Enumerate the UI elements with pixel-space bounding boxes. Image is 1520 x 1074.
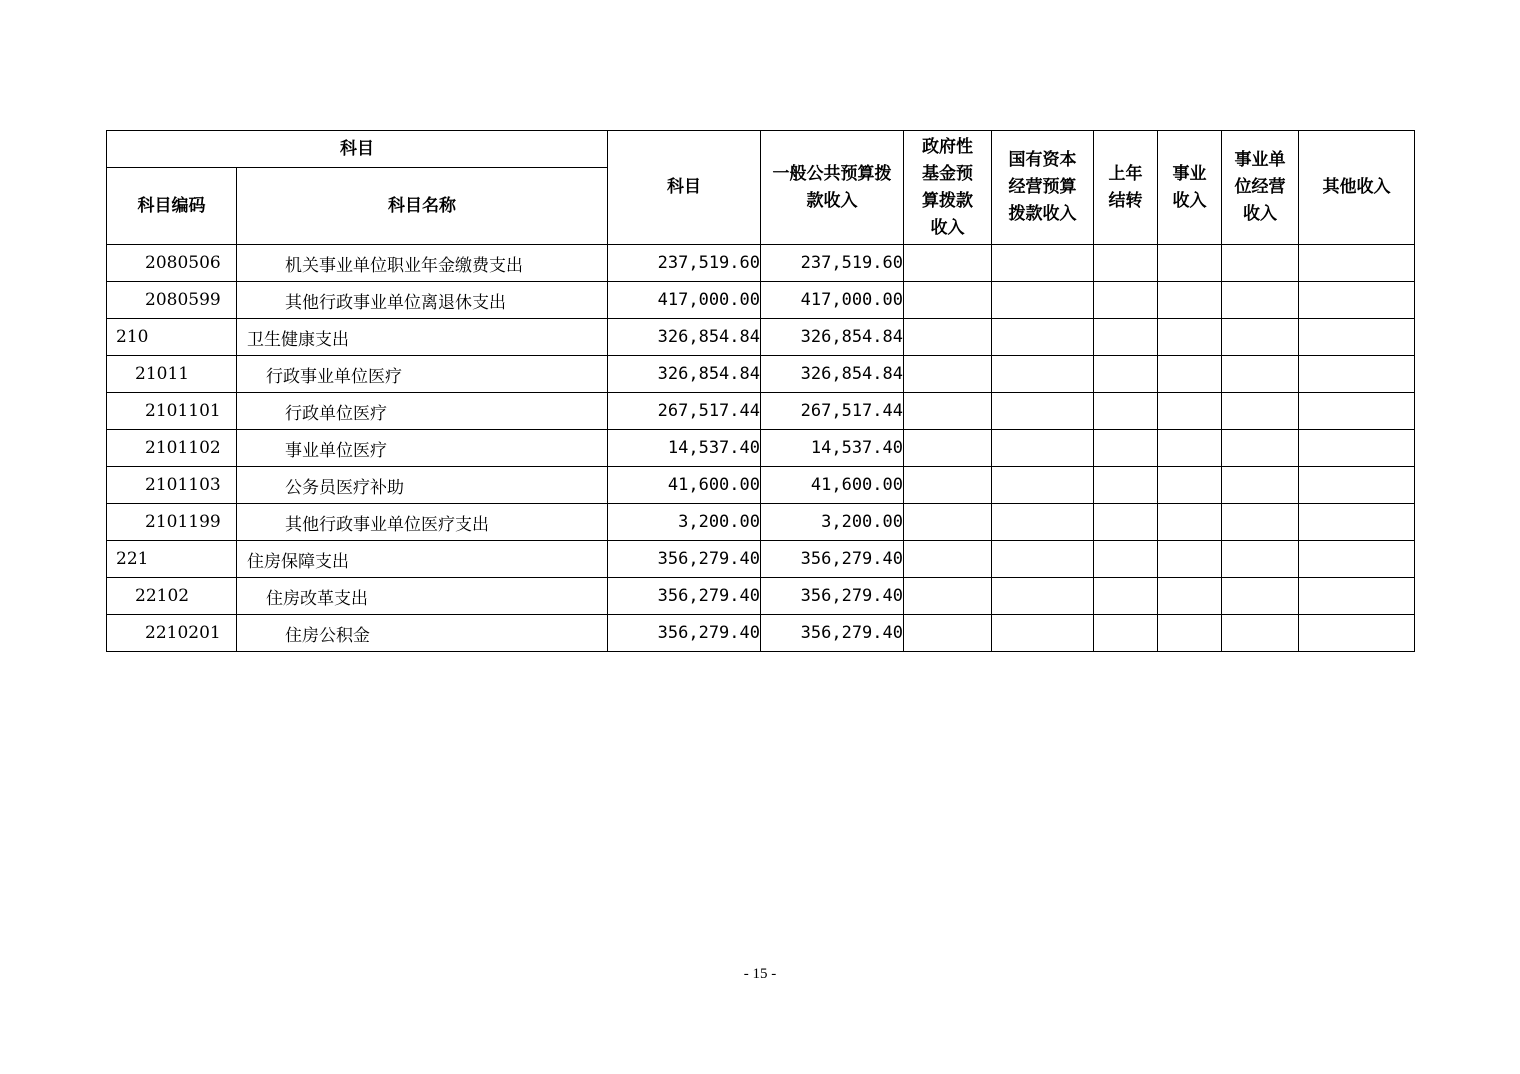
subject-code: 210 bbox=[107, 319, 237, 356]
empty-cell bbox=[1094, 467, 1158, 504]
empty-cell bbox=[1094, 356, 1158, 393]
empty-cell bbox=[992, 615, 1094, 652]
table-row bbox=[107, 615, 1415, 652]
total-amount: 41,600.00 bbox=[608, 467, 761, 504]
empty-cell bbox=[992, 430, 1094, 467]
empty-cell bbox=[1094, 578, 1158, 615]
col-header-subject: 科目 bbox=[608, 131, 761, 245]
empty-cell bbox=[992, 282, 1094, 319]
empty-cell bbox=[1299, 504, 1415, 541]
total-amount: 326,854.84 bbox=[608, 356, 761, 393]
subject-name: 行政事业单位医疗 bbox=[237, 356, 608, 393]
empty-cell bbox=[1094, 541, 1158, 578]
empty-cell bbox=[1094, 319, 1158, 356]
subject-code: 2101199 bbox=[107, 504, 237, 541]
table-row bbox=[107, 245, 1415, 282]
total-amount: 326,854.84 bbox=[608, 319, 761, 356]
col-header-prior-carryover: 上年结转 bbox=[1094, 131, 1158, 245]
subject-name: 住房改革支出 bbox=[237, 578, 608, 615]
table-row bbox=[107, 578, 1415, 615]
empty-cell bbox=[1299, 615, 1415, 652]
empty-cell bbox=[1222, 430, 1299, 467]
subject-name: 机关事业单位职业年金缴费支出 bbox=[237, 245, 608, 282]
empty-cell bbox=[1094, 615, 1158, 652]
total-amount: 14,537.40 bbox=[608, 430, 761, 467]
empty-cell bbox=[1158, 504, 1222, 541]
table-row bbox=[107, 504, 1415, 541]
general-budget-amount: 417,000.00 bbox=[761, 282, 904, 319]
subject-name: 住房保障支出 bbox=[237, 541, 608, 578]
general-budget-amount: 237,519.60 bbox=[761, 245, 904, 282]
budget-table bbox=[106, 130, 1415, 652]
empty-cell bbox=[1299, 319, 1415, 356]
empty-cell bbox=[1158, 393, 1222, 430]
empty-cell bbox=[1094, 430, 1158, 467]
empty-cell bbox=[1222, 245, 1299, 282]
total-amount: 356,279.40 bbox=[608, 615, 761, 652]
empty-cell bbox=[1094, 282, 1158, 319]
col-header-code: 科目编码 bbox=[107, 168, 237, 245]
total-amount: 417,000.00 bbox=[608, 282, 761, 319]
col-header-general-budget: 一般公共预算拨款收入 bbox=[761, 131, 904, 245]
empty-cell bbox=[992, 319, 1094, 356]
empty-cell bbox=[1222, 578, 1299, 615]
empty-cell bbox=[1158, 467, 1222, 504]
total-amount: 356,279.40 bbox=[608, 578, 761, 615]
subject-group-header: 科目 bbox=[107, 131, 608, 168]
subject-name: 公务员医疗补助 bbox=[237, 467, 608, 504]
empty-cell bbox=[992, 245, 1094, 282]
col-header-operating-income: 事业单位经营收入 bbox=[1222, 131, 1299, 245]
empty-cell bbox=[1222, 319, 1299, 356]
general-budget-amount: 41,600.00 bbox=[761, 467, 904, 504]
subject-code: 2101102 bbox=[107, 430, 237, 467]
empty-cell bbox=[1222, 541, 1299, 578]
col-header-other-income: 其他收入 bbox=[1299, 131, 1415, 245]
empty-cell bbox=[1299, 393, 1415, 430]
empty-cell bbox=[1299, 578, 1415, 615]
subject-name: 事业单位医疗 bbox=[237, 430, 608, 467]
empty-cell bbox=[992, 356, 1094, 393]
empty-cell bbox=[904, 504, 992, 541]
subject-code: 2080599 bbox=[107, 282, 237, 319]
empty-cell bbox=[1299, 356, 1415, 393]
empty-cell bbox=[992, 504, 1094, 541]
table-row bbox=[107, 393, 1415, 430]
col-header-business-income: 事业收入 bbox=[1158, 131, 1222, 245]
empty-cell bbox=[904, 541, 992, 578]
general-budget-amount: 356,279.40 bbox=[761, 541, 904, 578]
subject-name: 住房公积金 bbox=[237, 615, 608, 652]
empty-cell bbox=[1299, 430, 1415, 467]
general-budget-amount: 267,517.44 bbox=[761, 393, 904, 430]
subject-name: 卫生健康支出 bbox=[237, 319, 608, 356]
empty-cell bbox=[904, 430, 992, 467]
empty-cell bbox=[1158, 282, 1222, 319]
empty-cell bbox=[904, 615, 992, 652]
empty-cell bbox=[1299, 467, 1415, 504]
empty-cell bbox=[1094, 245, 1158, 282]
subject-code: 21011 bbox=[107, 356, 237, 393]
empty-cell bbox=[904, 356, 992, 393]
table-row bbox=[107, 430, 1415, 467]
general-budget-amount: 326,854.84 bbox=[761, 356, 904, 393]
table-row bbox=[107, 467, 1415, 504]
subject-name: 行政单位医疗 bbox=[237, 393, 608, 430]
subject-code: 2080506 bbox=[107, 245, 237, 282]
empty-cell bbox=[1158, 578, 1222, 615]
empty-cell bbox=[1299, 245, 1415, 282]
subject-code: 22102 bbox=[107, 578, 237, 615]
table-row bbox=[107, 541, 1415, 578]
col-header-state-capital: 国有资本经营预算拨款收入 bbox=[992, 131, 1094, 245]
empty-cell bbox=[1094, 504, 1158, 541]
table-row bbox=[107, 319, 1415, 356]
col-header-name: 科目名称 bbox=[237, 168, 608, 245]
empty-cell bbox=[1158, 541, 1222, 578]
subject-code: 2210201 bbox=[107, 615, 237, 652]
subject-code: 2101103 bbox=[107, 467, 237, 504]
empty-cell bbox=[1158, 356, 1222, 393]
empty-cell bbox=[1222, 282, 1299, 319]
empty-cell bbox=[1094, 393, 1158, 430]
empty-cell bbox=[904, 245, 992, 282]
general-budget-amount: 356,279.40 bbox=[761, 615, 904, 652]
page-number: - 15 - bbox=[743, 966, 777, 982]
empty-cell bbox=[1222, 393, 1299, 430]
empty-cell bbox=[1158, 319, 1222, 356]
subject-name: 其他行政事业单位医疗支出 bbox=[237, 504, 608, 541]
general-budget-amount: 14,537.40 bbox=[761, 430, 904, 467]
empty-cell bbox=[1222, 615, 1299, 652]
empty-cell bbox=[992, 467, 1094, 504]
total-amount: 267,517.44 bbox=[608, 393, 761, 430]
empty-cell bbox=[992, 541, 1094, 578]
empty-cell bbox=[904, 393, 992, 430]
empty-cell bbox=[904, 319, 992, 356]
total-amount: 237,519.60 bbox=[608, 245, 761, 282]
subject-code: 2101101 bbox=[107, 393, 237, 430]
general-budget-amount: 3,200.00 bbox=[761, 504, 904, 541]
empty-cell bbox=[1222, 356, 1299, 393]
empty-cell bbox=[904, 467, 992, 504]
empty-cell bbox=[1222, 504, 1299, 541]
empty-cell bbox=[904, 578, 992, 615]
empty-cell bbox=[992, 578, 1094, 615]
empty-cell bbox=[1158, 430, 1222, 467]
col-header-gov-fund: 政府性基金预算拨款收入 bbox=[904, 131, 992, 245]
empty-cell bbox=[1222, 467, 1299, 504]
table-row bbox=[107, 356, 1415, 393]
empty-cell bbox=[904, 282, 992, 319]
empty-cell bbox=[1299, 282, 1415, 319]
empty-cell bbox=[1299, 541, 1415, 578]
total-amount: 3,200.00 bbox=[608, 504, 761, 541]
empty-cell bbox=[992, 393, 1094, 430]
total-amount: 356,279.40 bbox=[608, 541, 761, 578]
general-budget-amount: 356,279.40 bbox=[761, 578, 904, 615]
subject-code: 221 bbox=[107, 541, 237, 578]
empty-cell bbox=[1158, 245, 1222, 282]
subject-name: 其他行政事业单位离退休支出 bbox=[237, 282, 608, 319]
general-budget-amount: 326,854.84 bbox=[761, 319, 904, 356]
table-row bbox=[107, 282, 1415, 319]
empty-cell bbox=[1158, 615, 1222, 652]
